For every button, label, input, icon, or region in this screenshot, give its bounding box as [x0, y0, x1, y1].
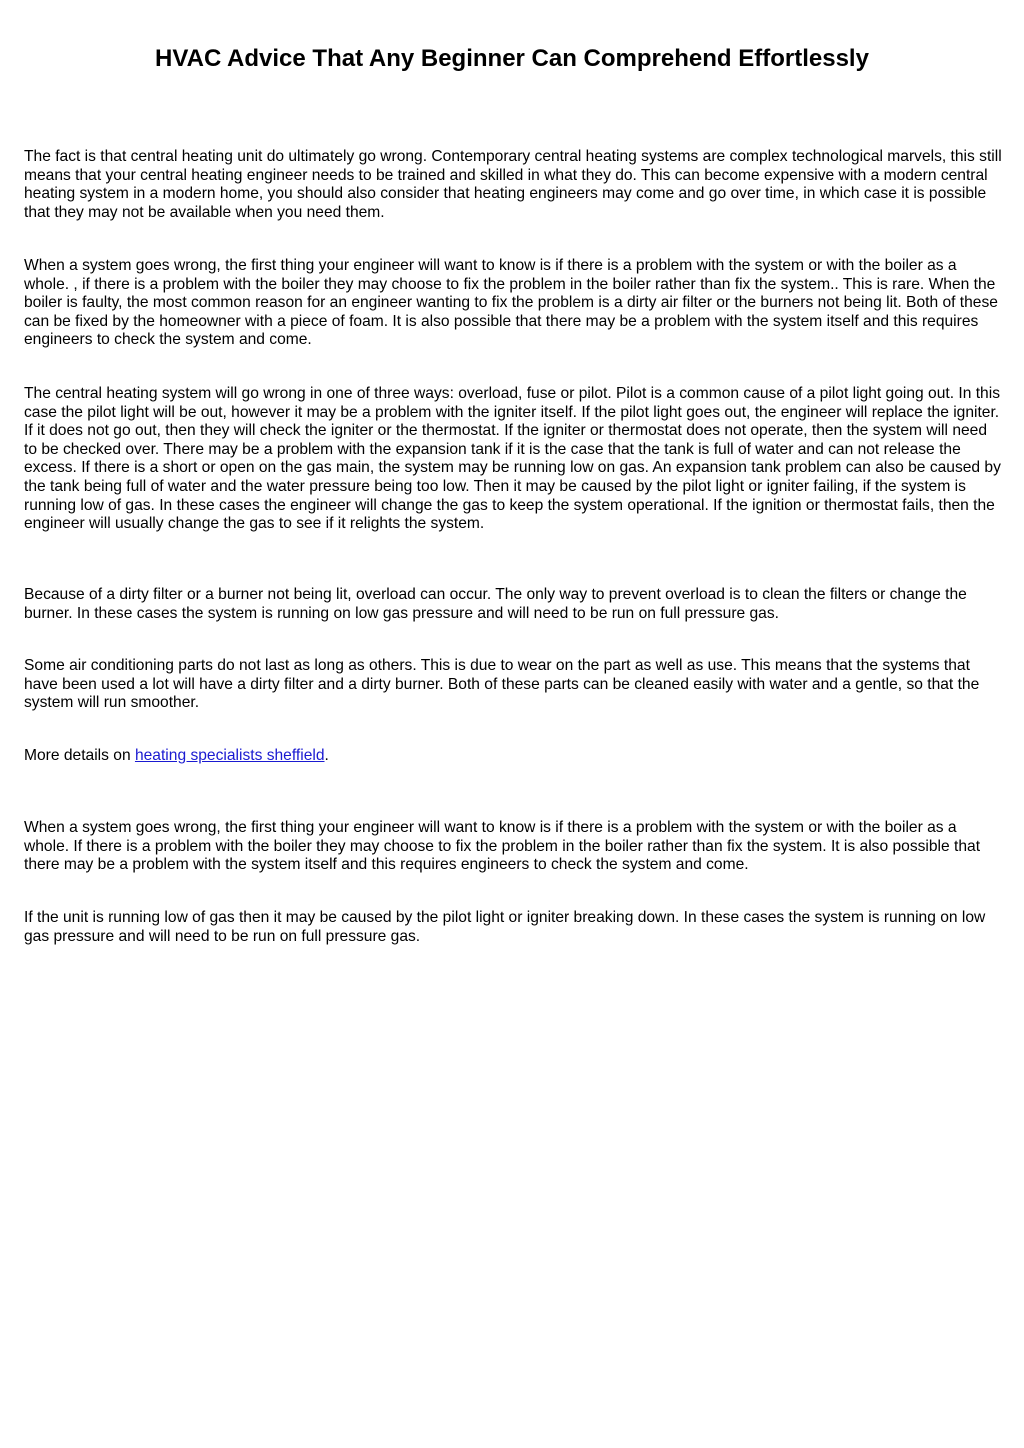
more-details-prefix: More details on	[24, 747, 135, 764]
paragraph-air-conditioning: Some air conditioning parts do not last as long as others. This is due to wear on the part as well as use. This means that the systems that have been used a lot will have a dirty filter and a dirty burner. Both of these parts can be cleaned easily with water and a gentle, so that the system will run smoother.	[24, 657, 980, 712]
paragraph-intro: The fact is that central heating unit do ultimately go wrong. Contemporary central heating systems are complex technological marvels, this still means that your central heating engineer needs to be trained and skilled in what they do. This can become expensive with a modern central heating system in a modern home, you should also consider that heating engineers may come and go over time, in which case it is possible that they may not be available when you need them.	[24, 148, 1002, 221]
paragraph-system-goes-wrong: When a system goes wrong, the first thing your engineer will want to know is if there is a problem with the system or with the boiler as a whole. , if there is a problem with the boiler they may choose to fix the problem in the boiler rather than fix the system.. This is rare. When the boiler is faulty, the most common reason for an engineer wanting to fix the problem is a dirty air filter or the burners not being lit. Both of these can be fixed by the homeowner with a piece of foam. It is also possible that there may be a problem with the system itself and this requires engineers to check the system and come.	[24, 257, 998, 349]
paragraph-overload: Because of a dirty filter or a burner not being lit, overload can occur. The only way to prevent overload is to clean the filters or change the burner. In these cases the system is running on low gas pressure and will need to be run on full pressure gas.	[24, 586, 967, 622]
more-details-line	[24, 747, 1004, 766]
paragraph-low-gas: If the unit is running low of gas then it may be caused by the pilot light or igniter breaking down. In these cases the system is running on low gas pressure and will need to be run on full pressure gas.	[24, 909, 986, 945]
paragraph-system-goes-wrong-repeat: When a system goes wrong, the first thing your engineer will want to know is if there is a problem with the system or with the boiler as a whole. If there is a problem with the boiler they may choose to fix the problem in the boiler rather than fix the system. It is also possible that there may be a problem with the system itself and this requires engineers to check the system and come.	[24, 819, 981, 874]
more-details-suffix: .	[324, 747, 329, 764]
paragraph-three-ways: The central heating system will go wrong in one of three ways: overload, fuse or pilot. Pilot is a common cause of a pilot light going out. In this case the pilot light will be out, however it may be a problem with the igniter itself. If the pilot light goes out, the engineer will replace the igniter. If it does not go out, then they will check the igniter or the thermostat. If the igniter or thermostat does not operate, then the system will need to be checked over. There may be a problem with the expansion tank if it is the case that the tank is full of water and can not release the excess. If there is a short or open on the gas main, the system may be running low on gas. An expansion tank problem can also be caused by the tank being full of water and the water pressure being too low. Then it may be caused by the pilot light or igniter failing, if the system is running low of gas. In these cases the engineer will change the gas to keep the system operational. If the ignition or thermostat fails, then the engineer will usually change the gas to see if it relights the system.	[24, 385, 1001, 533]
heating-specialists-link[interactable]: heating specialists sheffield	[134, 747, 325, 764]
document-title: HVAC Advice That Any Beginner Can Comprehend Effortlessly	[155, 45, 869, 72]
